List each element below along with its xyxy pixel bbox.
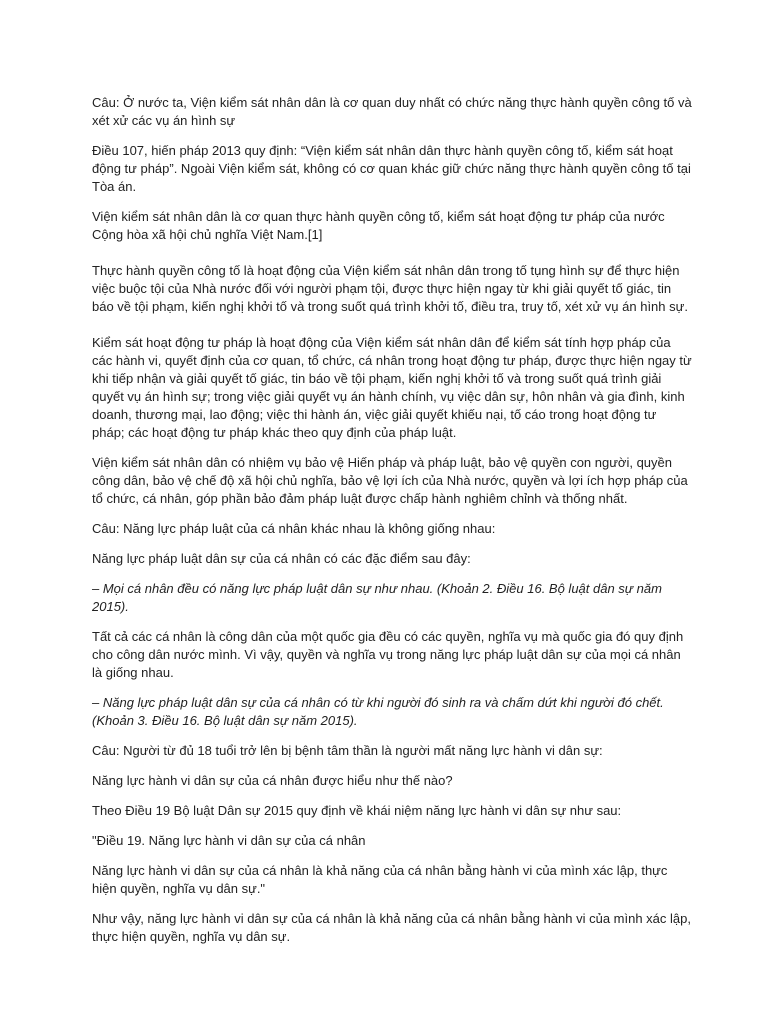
paragraph-prosecution-right: Thực hành quyền công tố là hoạt động của Viện kiểm sát nhân dân trong tố tụng hình sự để thực hiện việc buộc tội của Nhà nước đối với người phạm tội, được thực hiện ngay từ khi giải quyết tố giác, tin báo về tội phạm, kiến nghị khởi tố và trong suốt quá trình khởi tố, điều tra, truy tố, xét xử vụ án hình sự. — [92, 263, 688, 314]
paragraph-judicial-supervision: Kiểm sát hoạt động tư pháp là hoạt động của Viện kiểm sát nhân dân để kiểm sát tính hợp pháp của các hành vi, quyết định của cơ quan, tổ chức, cá nhân trong hoạt động tư pháp, được thực hiện ngay từ khi tiếp nhận và giải quyết tố giác, tin báo về tội phạm, kiến nghị khởi tố và trong suốt quá trình giải quyết vụ án hình sự; trong việc giải quyết vụ án hành chính, vụ việc dân sự, hôn nhân và gia đình, kinh doanh, thương mại, lao động; việc thi hành án, việc giải quyết khiếu nại, tố cáo trong hoạt động tư pháp; các hoạt động tư pháp khác theo quy định của pháp luật. — [92, 335, 692, 440]
paragraph-procuracy-definition: Viện kiểm sát nhân dân là cơ quan thực hành quyền công tố, kiểm sát hoạt động tư pháp của nước Cộng hòa xã hội chủ nghĩa Việt Nam.[1] — [92, 209, 665, 242]
paragraph-article-19-body: Năng lực hành vi dân sự của cá nhân là khả năng của cá nhân bằng hành vi của mình xác lập, thực hiện quyền, nghĩa vụ dân sự." — [92, 863, 668, 896]
question-heading-2: Câu: Năng lực pháp luật của cá nhân khác nhau là không giống nhau: — [92, 521, 496, 536]
paragraph-article-19-intro: Theo Điều 19 Bộ luật Dân sự 2015 quy định về khái niệm năng lực hành vi dân sự như sau: — [92, 803, 622, 818]
document-body — [92, 94, 692, 958]
question-heading-3: Câu: Người từ đủ 18 tuổi trở lên bị bệnh tâm thần là người mất năng lực hành vi dân sự: — [92, 743, 603, 758]
paragraph-capacity-birth-death-citation: – Năng lực pháp luật dân sự của cá nhân có từ khi người đó sinh ra và chấm dứt khi người đó chết. (Khoản 3. Điều 16. Bộ luật dân sự năm 2015). — [92, 695, 664, 728]
paragraph-legal-capacity-features: Năng lực pháp luật dân sự của cá nhân có các đặc điểm sau đây: — [92, 551, 471, 566]
paragraph-conclusion: Như vậy, năng lực hành vi dân sự của cá nhân là khả năng của cá nhân bằng hành vi của mình xác lập, thực hiện quyền, nghĩa vụ dân sự. — [92, 911, 691, 944]
paragraph-equal-capacity-citation: – Mọi cá nhân đều có năng lực pháp luật dân sự như nhau. (Khoản 2. Điều 16. Bộ luật dân sự năm 2015). — [92, 581, 662, 614]
paragraph-article-19-title: "Điều 19. Năng lực hành vi dân sự của cá nhân — [92, 833, 366, 848]
question-heading-1: Câu: Ở nước ta, Viện kiểm sát nhân dân là cơ quan duy nhất có chức năng thực hành quyền công tố và xét xử các vụ án hình sự — [92, 95, 692, 128]
paragraph-civil-act-capacity-question: Năng lực hành vi dân sự của cá nhân được hiểu như thế nào? — [92, 773, 453, 788]
paragraph-citizens-rights: Tất cả các cá nhân là công dân của một quốc gia đều có các quyền, nghĩa vụ mà quốc gia đó quy định cho công dân nước mình. Vì vậy, quyền và nghĩa vụ trong năng lực pháp luật dân sự của mọi cá nhân là giống nhau. — [92, 629, 684, 680]
paragraph-procuracy-duties: Viện kiểm sát nhân dân có nhiệm vụ bảo vệ Hiến pháp và pháp luật, bảo vệ quyền con người, quyền công dân, bảo vệ chế độ xã hội chủ nghĩa, bảo vệ lợi ích của Nhà nước, quyền và lợi ích hợp pháp của tổ chức, cá nhân, góp phần bảo đảm pháp luật được chấp hành nghiêm chỉnh và thống nhất. — [92, 455, 688, 506]
paragraph-article-107: Điều 107, hiến pháp 2013 quy định: “Viện kiểm sát nhân dân thực hành quyền công tố, kiểm sát hoạt động tư pháp”. Ngoài Viện kiểm sát, không có cơ quan khác giữ chức năng thực hành quyền công tố tại Tòa án. — [92, 143, 691, 194]
